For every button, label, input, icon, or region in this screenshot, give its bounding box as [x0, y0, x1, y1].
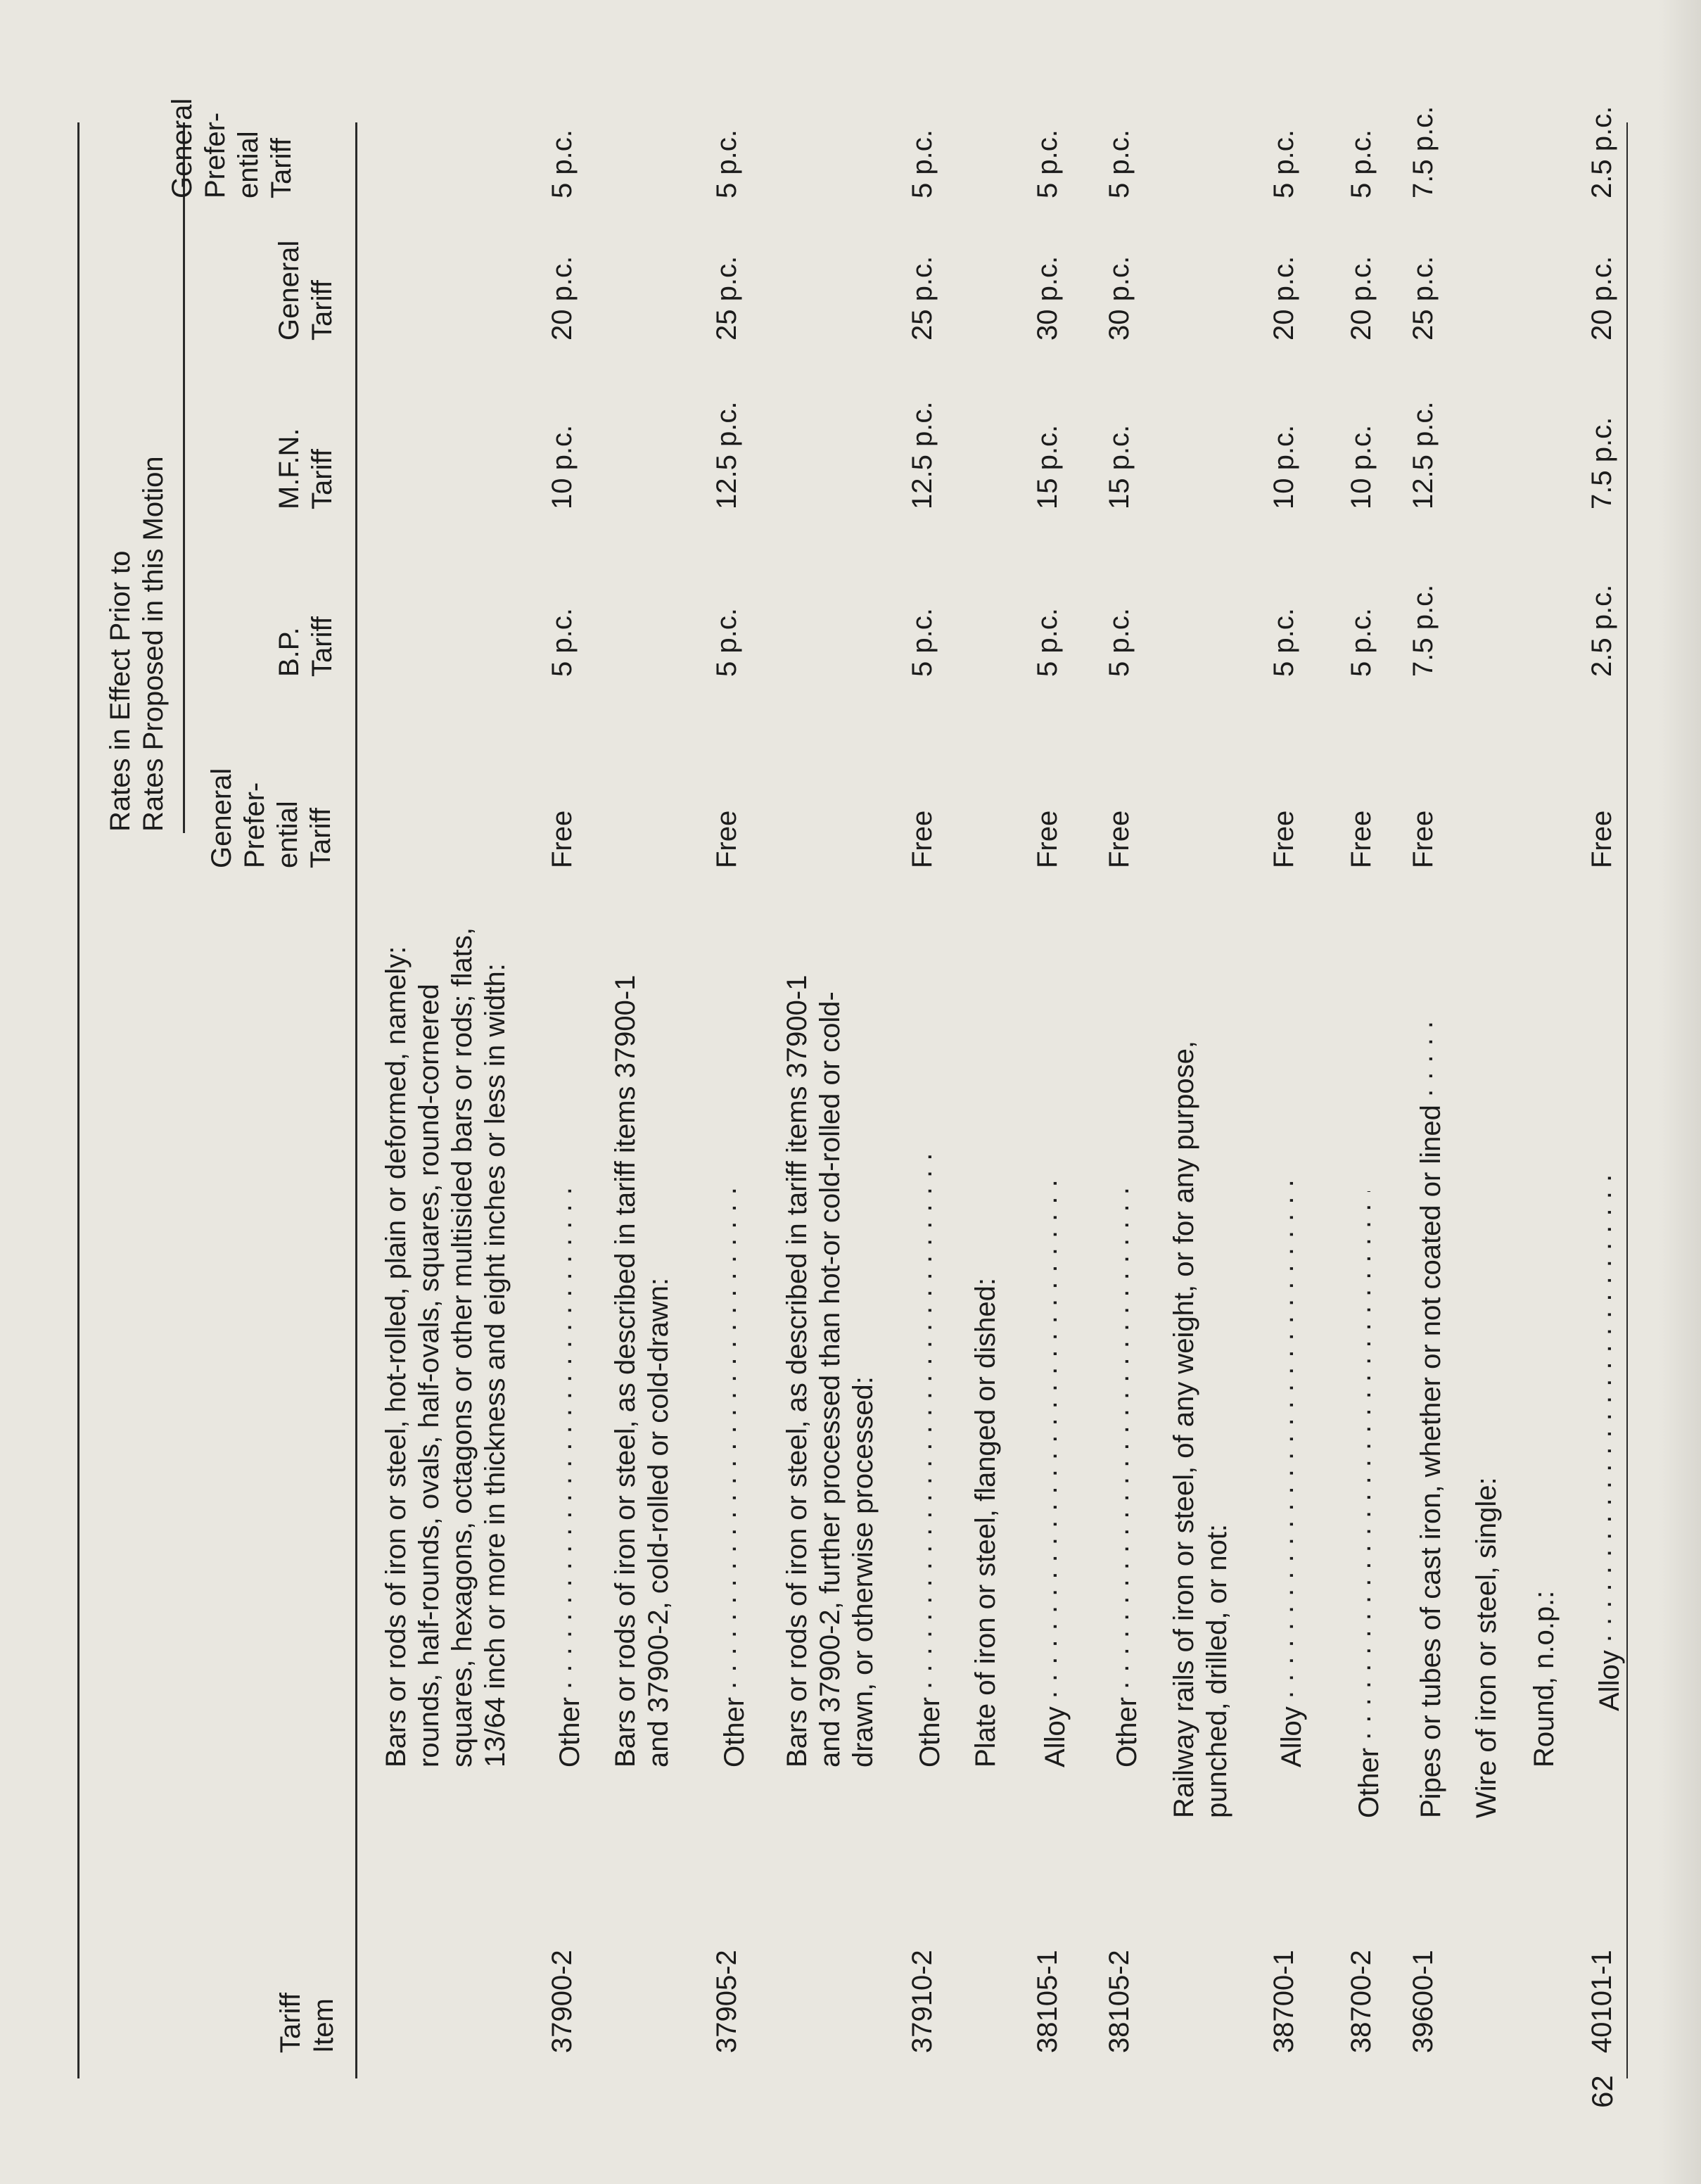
rate-mfn: 15 p.c.: [1104, 424, 1135, 509]
rate-mfn: 15 p.c.: [1032, 424, 1063, 509]
heading-text: Railway rails of iron or steel, of any weight, or for any purpose, punched, drilled, or not:: [1168, 1041, 1232, 1818]
desc-text: Pipes or tubes of cast iron, whether or not coated or lined: [1415, 1105, 1446, 1818]
heading-text: Bars or rods of iron or steel, as described in tariff items 37900-1 and 37900-2, further processed than hot-or cold-rolled or cold-drawn, or otherwise processed:: [782, 974, 879, 1767]
top-rule: [77, 122, 79, 2078]
rate-mfn: 12.5 p.c.: [711, 401, 742, 509]
rate-mfn: 10 p.c.: [547, 424, 578, 509]
leader-dots: [1103, 1183, 1136, 1689]
leader-dots: [1407, 1012, 1440, 1097]
leader-dots: [1586, 1164, 1619, 1642]
desc-text: Alloy: [1040, 1706, 1071, 1767]
header-bp: B.P. Tariff: [274, 616, 338, 677]
rate-gpt: Free: [1586, 810, 1617, 868]
tariff-item: 40101-1: [1586, 1950, 1617, 2053]
rate-general: 25 p.c.: [907, 255, 938, 341]
rate-gpt-prior: 5 p.c.: [1268, 129, 1299, 198]
heading-plate: Plate of iron or steel, flanged or dished:: [970, 1278, 1001, 1767]
header-gpt-current: General Prefer- ential Tariff: [206, 768, 336, 868]
item-desc: [1586, 1164, 1626, 1711]
rate-general: 25 p.c.: [1408, 255, 1439, 341]
rate-gpt-prior: 5 p.c.: [1104, 129, 1135, 198]
header-gpt-prior: General Prefer- ential Tariff: [167, 98, 297, 198]
rate-gpt: Free: [1104, 810, 1135, 868]
rate-gpt: Free: [711, 810, 742, 868]
rate-gpt: Free: [907, 810, 938, 868]
header-mfn: M.F.N. Tariff: [274, 428, 338, 509]
rate-gpt-prior: 5 p.c.: [1346, 129, 1377, 198]
leader-dots: [711, 1183, 744, 1689]
rate-gpt: Free: [1268, 810, 1299, 868]
rate-gpt-prior: 2.5 p.c.: [1586, 106, 1617, 198]
rate-bp: 5 p.c.: [1032, 608, 1063, 677]
item-desc: [1268, 1178, 1308, 1767]
item-desc: [1345, 1191, 1386, 1818]
rate-bp: 5 p.c.: [711, 608, 742, 677]
rate-mfn: 7.5 p.c.: [1586, 417, 1617, 509]
item-desc: [1031, 1178, 1072, 1767]
desc-text: Alloy: [1276, 1706, 1307, 1767]
rate-general: 25 p.c.: [711, 255, 742, 341]
heading-bars-hot-rolled: [380, 923, 512, 1767]
leader-dots: [1031, 1178, 1064, 1699]
rate-bp: 7.5 p.c.: [1408, 584, 1439, 677]
rate-general: 20 p.c.: [1346, 255, 1377, 341]
rate-general: 30 p.c.: [1104, 255, 1135, 341]
rate-bp: 5 p.c.: [907, 608, 938, 677]
heading-wire: Wire of iron or steel, single:: [1471, 1477, 1502, 1818]
rate-mfn: 10 p.c.: [1346, 424, 1377, 509]
tariff-item: 38700-2: [1346, 1950, 1377, 2053]
page-number: 62: [1586, 2075, 1619, 2108]
rate-bp: 5 p.c.: [1104, 608, 1135, 677]
rate-mfn: 12.5 p.c.: [907, 401, 938, 509]
item-desc: [711, 1183, 751, 1767]
tariff-item: 37900-2: [547, 1950, 578, 2053]
rate-general: 20 p.c.: [547, 255, 578, 341]
rate-gpt-prior: 5 p.c.: [1032, 129, 1063, 198]
item-desc: [1407, 1012, 1448, 1818]
rate-mfn: 10 p.c.: [1268, 424, 1299, 509]
rate-gpt: Free: [1032, 810, 1063, 868]
tariff-item: 37905-2: [711, 1950, 742, 2053]
tariff-item: 38105-2: [1104, 1950, 1135, 2053]
heading-text: Bars or rods of iron or steel, hot-rolled, plain or deformed, namely: rounds, half-rounds, ovals, half-ovals, squares, round-cornered squares, hexagons, octagons or other multisided bars or rods; flats, 13/64 inch or more in thickness and eight inches or less in width:: [381, 927, 511, 1767]
rate-general: 20 p.c.: [1268, 255, 1299, 341]
leader-dots: [906, 1155, 939, 1689]
rate-bp: 2.5 p.c.: [1586, 584, 1617, 677]
rate-bp: 5 p.c.: [547, 608, 578, 677]
rate-bp: 5 p.c.: [1268, 608, 1299, 677]
item-desc: [1103, 1183, 1144, 1767]
rate-gpt-prior: 7.5 p.c.: [1408, 106, 1439, 198]
heading-railway-rails: [1168, 974, 1234, 1818]
rate-mfn: 12.5 p.c.: [1408, 401, 1439, 509]
header-rule: [355, 122, 357, 2078]
rate-bp: 5 p.c.: [1346, 608, 1377, 677]
bottom-rule: [1626, 122, 1628, 2078]
tariff-item: 38105-1: [1032, 1950, 1063, 2053]
desc-text: Other: [1353, 1747, 1384, 1818]
rate-gpt-prior: 5 p.c.: [547, 129, 578, 198]
rate-gpt: Free: [1408, 810, 1439, 868]
rate-gpt-prior: 5 p.c.: [907, 129, 938, 198]
rate-gpt: Free: [1346, 810, 1377, 868]
rate-gpt-prior: 5 p.c.: [711, 129, 742, 198]
rate-general: 30 p.c.: [1032, 255, 1063, 341]
tariff-item: 39600-1: [1408, 1950, 1439, 2053]
rate-gpt: Free: [547, 810, 578, 868]
rate-general: 20 p.c.: [1586, 255, 1617, 341]
tariff-item: 38700-1: [1268, 1950, 1299, 2053]
leader-dots: [1268, 1178, 1301, 1699]
heading-bars-cold-rolled: [609, 923, 675, 1767]
desc-text: Other: [719, 1696, 750, 1767]
header-rates-group: Rates in Effect Prior to Rates Proposed in this Motion: [105, 456, 169, 832]
leader-dots: [546, 1183, 579, 1689]
desc-text: Other: [554, 1696, 585, 1767]
tariff-item: 37910-2: [907, 1950, 938, 2053]
item-desc: [546, 1183, 587, 1767]
heading-bars-further-processed: [781, 923, 880, 1767]
header-general: General Tariff: [274, 240, 338, 341]
group-rule: [183, 122, 185, 833]
leader-dots: [1345, 1191, 1378, 1740]
desc-text: Other: [1111, 1696, 1142, 1767]
heading-text: Bars or rods of iron or steel, as described in tariff items 37900-1 and 37900-2, cold-rolled or cold-drawn:: [610, 974, 674, 1767]
desc-text: Other: [915, 1696, 945, 1767]
header-tariff-item: Tariff Item: [275, 1993, 339, 2053]
item-desc: [906, 1155, 947, 1767]
desc-text: Alloy: [1594, 1650, 1625, 1711]
subheading-round: Round, n.o.p.:: [1529, 1590, 1560, 1767]
